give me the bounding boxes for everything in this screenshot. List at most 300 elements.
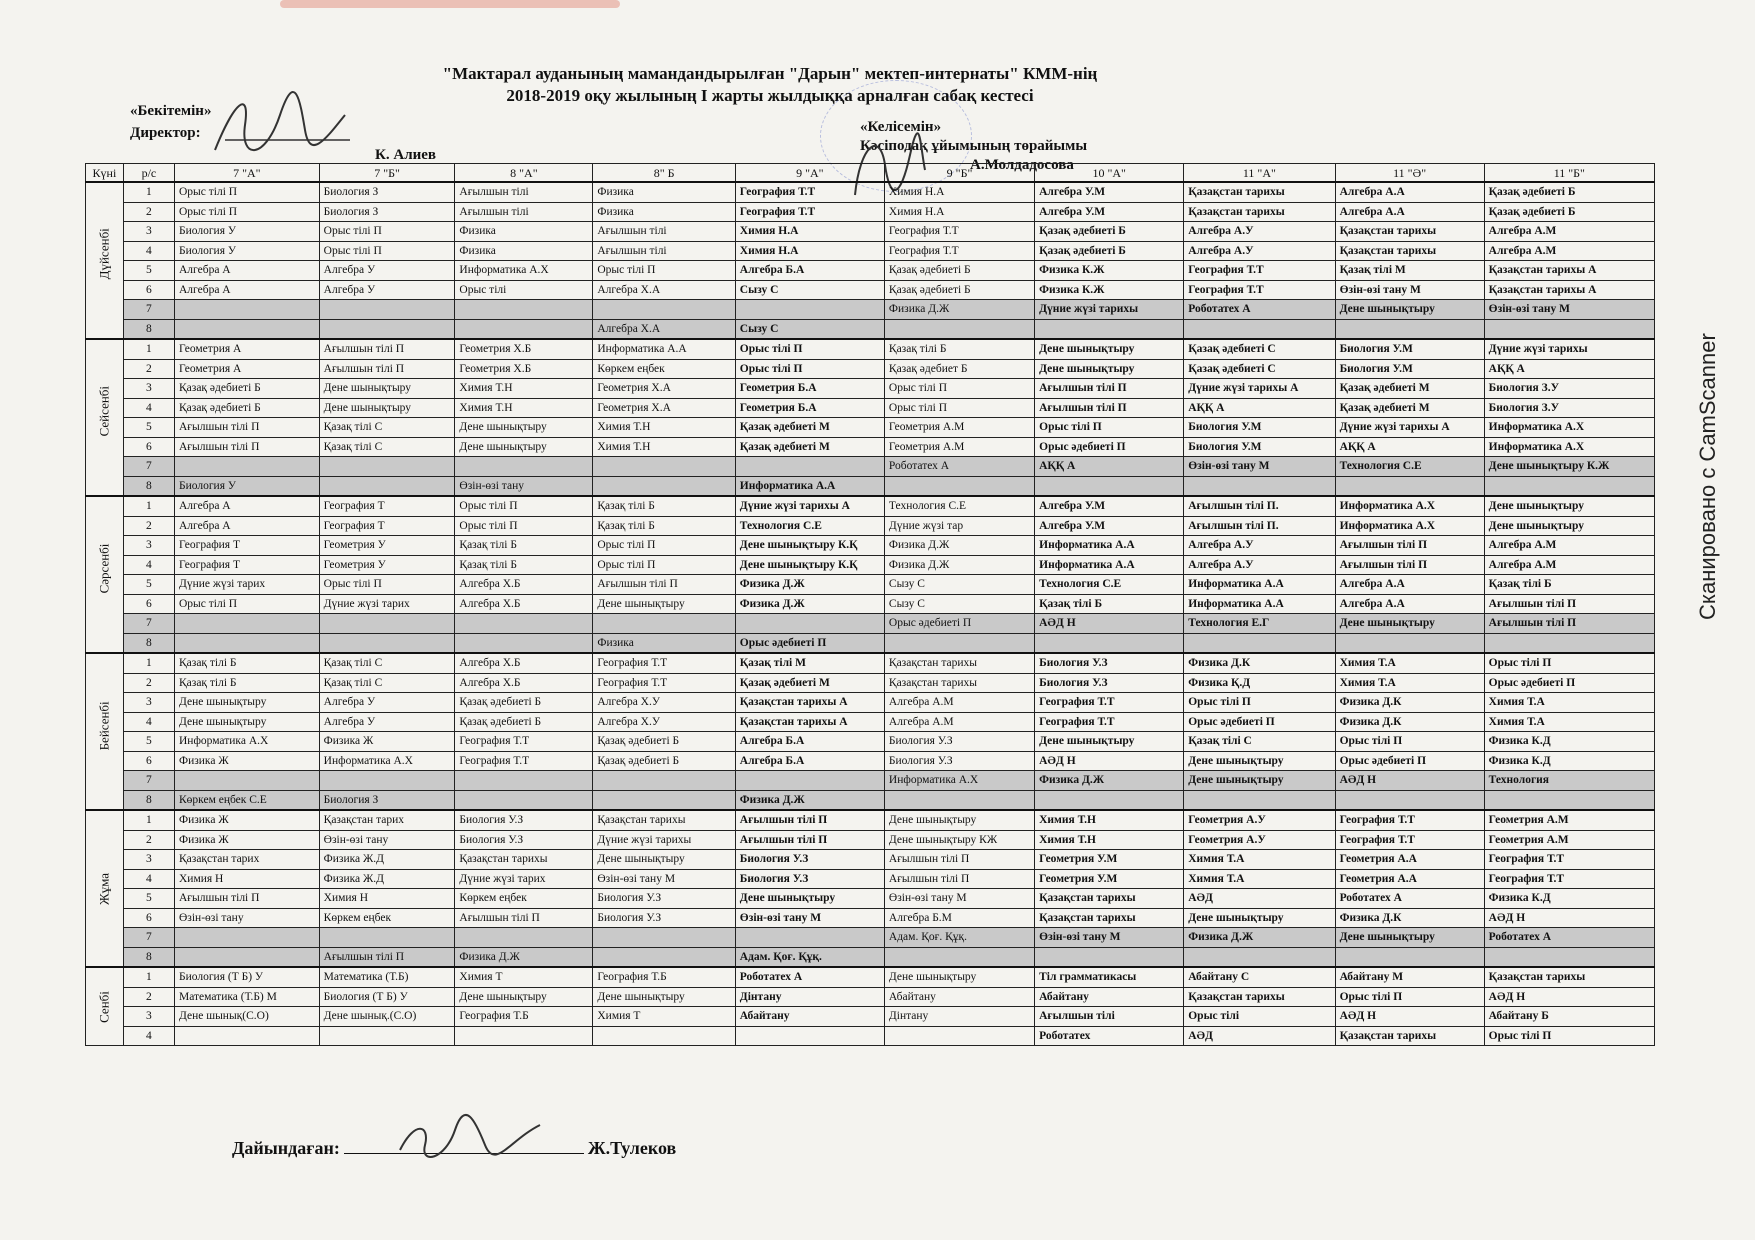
lesson-cell: Дене шынықтыру	[884, 810, 1034, 830]
lesson-cell: Биология У.М	[1184, 437, 1335, 457]
lesson-cell: Қазақ әдебиеті Б	[455, 693, 593, 713]
lesson-cell: Геометрия А.А	[1335, 869, 1484, 889]
lesson-cell: Қазақ әдебиеті Б	[1035, 222, 1184, 242]
lesson-cell: Химия Т.А	[1484, 693, 1654, 713]
day-cell	[86, 653, 124, 810]
header-class: 11 "А"	[1184, 164, 1335, 183]
lesson-cell	[175, 1026, 320, 1046]
lesson-cell: Геометрия У	[319, 536, 455, 556]
lesson-cell: Биология У	[175, 241, 320, 261]
lesson-cell: Дене шынықтыру	[1335, 614, 1484, 634]
lesson-cell: Алгебра А.М	[1484, 241, 1654, 261]
header-day: Күні	[86, 164, 124, 183]
lesson-cell: Қазақстан тарихы	[1484, 967, 1654, 987]
table-row	[86, 261, 1655, 281]
lesson-cell: Биология З.У	[1484, 379, 1654, 399]
lesson-cell: Химия Т.А	[1335, 653, 1484, 673]
lesson-cell: Ағылшын тілі П.	[1184, 516, 1335, 536]
lesson-number: 6	[123, 751, 174, 771]
table-row	[86, 967, 1655, 987]
header-num: р/с	[123, 164, 174, 183]
lesson-cell: Химия Н.А	[735, 222, 884, 242]
lesson-cell: Алгебра У	[319, 693, 455, 713]
lesson-number: 7	[123, 300, 174, 320]
lesson-cell: Алгебра А.У	[1184, 222, 1335, 242]
lesson-cell: Физика Д.К	[1335, 693, 1484, 713]
lesson-cell	[1035, 319, 1184, 339]
lesson-cell: Алгебра А.М	[1484, 536, 1654, 556]
lesson-cell: Орыс тілі П	[175, 594, 320, 614]
lesson-number: 4	[123, 712, 174, 732]
lesson-cell: Физика Ж.Д	[319, 850, 455, 870]
lesson-cell	[319, 633, 455, 653]
lesson-cell: Ағылшын тілі П	[1035, 379, 1184, 399]
table-row	[86, 869, 1655, 889]
lesson-cell	[593, 771, 735, 791]
lesson-cell: Геометрия Х.А	[593, 398, 735, 418]
lesson-cell: Информатика А.Х	[1484, 418, 1654, 438]
lesson-cell: Алгебра У.М	[1035, 516, 1184, 536]
lesson-cell	[1035, 947, 1184, 967]
lesson-cell: Физика Д.Ж	[884, 555, 1034, 575]
lesson-cell: Орыс тілі П	[593, 536, 735, 556]
lesson-cell	[455, 1026, 593, 1046]
lesson-cell	[175, 928, 320, 948]
lesson-cell: Қазақ әдебиеті Б	[455, 712, 593, 732]
lesson-cell: Физика	[455, 222, 593, 242]
lesson-cell: Алгебра А.М	[1484, 222, 1654, 242]
lesson-cell: Қазақстан тарихы А	[735, 693, 884, 713]
lesson-cell: Ағылшын тілі П	[319, 359, 455, 379]
lesson-cell: Қазақ тілі С	[319, 653, 455, 673]
lesson-cell: Орыс тілі П	[1484, 1026, 1654, 1046]
lesson-number: 7	[123, 928, 174, 948]
lesson-cell: Өзін-өзі тану М	[1035, 928, 1184, 948]
table-row	[86, 928, 1655, 948]
lesson-cell	[884, 633, 1034, 653]
lesson-cell: Өзін-өзі тану М	[884, 889, 1034, 909]
table-row	[86, 908, 1655, 928]
lesson-cell: Алгебра А.М	[1484, 555, 1654, 575]
lesson-cell: Орыс тілі П	[884, 398, 1034, 418]
lesson-cell: Қазақстан тарихы А	[735, 712, 884, 732]
lesson-cell: Дене шынықтыру К.Ж	[1484, 457, 1654, 477]
lesson-cell: Химия Т.А	[1184, 850, 1335, 870]
lesson-number: 4	[123, 398, 174, 418]
lesson-cell: Роботатех А	[884, 457, 1034, 477]
lesson-cell: Химия Т	[455, 967, 593, 987]
lesson-number: 1	[123, 339, 174, 359]
lesson-cell: Дене шынықтыру	[1035, 732, 1184, 752]
lesson-cell	[593, 476, 735, 496]
lesson-number: 3	[123, 536, 174, 556]
header-class: 9 "А"	[735, 164, 884, 183]
lesson-cell: Химия Т	[593, 1007, 735, 1027]
table-row	[86, 182, 1655, 202]
lesson-cell: Дене шынықтыру	[319, 398, 455, 418]
table-row	[86, 418, 1655, 438]
lesson-cell: Орыс тілі П	[175, 182, 320, 202]
lesson-cell: Роботатех А	[1184, 300, 1335, 320]
table-row	[86, 241, 1655, 261]
lesson-cell: Алгебра Б.А	[735, 732, 884, 752]
table-row	[86, 594, 1655, 614]
lesson-cell: Қазақ тілі С	[319, 673, 455, 693]
lesson-cell: Геометрия Х.А	[593, 379, 735, 399]
preparer-signature	[390, 1110, 550, 1170]
lesson-cell: Алгебра У	[319, 280, 455, 300]
lesson-cell	[319, 1026, 455, 1046]
lesson-cell: Алгебра Х.У	[593, 712, 735, 732]
lesson-cell: Физика Д.Ж	[735, 594, 884, 614]
lesson-number: 2	[123, 359, 174, 379]
lesson-cell	[735, 771, 884, 791]
lesson-number: 1	[123, 810, 174, 830]
lesson-cell: Информатика А.А	[1035, 555, 1184, 575]
lesson-cell: Физика Д.К	[1335, 908, 1484, 928]
lesson-cell: Геометрия У	[319, 555, 455, 575]
lesson-cell: Биология У.З	[593, 908, 735, 928]
lesson-cell: Дене шынықтыру	[1484, 496, 1654, 516]
lesson-cell: Тіл грамматикасы	[1035, 967, 1184, 987]
table-row	[86, 889, 1655, 909]
lesson-cell: Ағылшын тілі П	[884, 869, 1034, 889]
lesson-cell: Қазақ тілі Б	[1484, 575, 1654, 595]
lesson-cell: Биология У	[175, 222, 320, 242]
camscanner-text: Сканировано с CamScanner	[1695, 333, 1720, 620]
lesson-cell: Информатика А.Х	[1335, 516, 1484, 536]
table-row	[86, 790, 1655, 810]
day-cell	[86, 182, 124, 339]
lesson-cell: АӘД Н	[1484, 908, 1654, 928]
lesson-cell: Көркем еңбек	[593, 359, 735, 379]
lesson-number: 8	[123, 947, 174, 967]
lesson-number: 1	[123, 967, 174, 987]
lesson-cell: АӘД	[1184, 1026, 1335, 1046]
lesson-cell	[455, 457, 593, 477]
lesson-cell: Биология У.М	[1335, 359, 1484, 379]
lesson-cell: География Т.Т	[455, 732, 593, 752]
lesson-cell: Өзін-өзі тану М	[1484, 300, 1654, 320]
lesson-number: 4	[123, 555, 174, 575]
lesson-cell: Дене шынықтыру	[593, 987, 735, 1007]
lesson-cell: Технология С.Е	[1335, 457, 1484, 477]
lesson-cell: Қазақ әдебиеті С	[1184, 339, 1335, 359]
lesson-cell: Ағылшын тілі П	[1035, 398, 1184, 418]
lesson-cell: Қазақстан тарихы А	[1484, 280, 1654, 300]
lesson-number: 3	[123, 222, 174, 242]
lesson-cell: География Т.Т	[1335, 810, 1484, 830]
lesson-cell	[455, 319, 593, 339]
lesson-cell: Орыс тілі	[455, 280, 593, 300]
table-row	[86, 850, 1655, 870]
lesson-cell: Қазақстан тарихы	[1335, 1026, 1484, 1046]
table-row	[86, 437, 1655, 457]
lesson-cell: Технология С.Е	[1035, 575, 1184, 595]
lesson-cell: Сызу С	[735, 280, 884, 300]
lesson-cell: Дене шынықтыру	[884, 967, 1034, 987]
lesson-number: 5	[123, 732, 174, 752]
lesson-cell: Геометрия Х.Б	[455, 339, 593, 359]
lesson-cell: Физика Д.Ж	[884, 300, 1034, 320]
table-row	[86, 810, 1655, 830]
lesson-cell: Геометрия А.М	[884, 418, 1034, 438]
lesson-cell: Алгебра Б.А	[735, 751, 884, 771]
lesson-cell: Дінтану	[884, 1007, 1034, 1027]
lesson-number: 7	[123, 457, 174, 477]
table-row	[86, 496, 1655, 516]
lesson-cell: Химия Т.А	[1484, 712, 1654, 732]
table-row	[86, 732, 1655, 752]
lesson-cell: Биология З.У	[1484, 398, 1654, 418]
lesson-cell: Өзін-өзі тану М	[735, 908, 884, 928]
lesson-cell: Қазақ әдебиеті М	[735, 437, 884, 457]
lesson-cell: Физика Д.Ж	[735, 575, 884, 595]
lesson-cell	[1335, 476, 1484, 496]
lesson-cell: Алгебра Х.Б	[455, 575, 593, 595]
lesson-cell: Алгебра У.М	[1035, 496, 1184, 516]
lesson-number: 5	[123, 261, 174, 281]
lesson-cell	[455, 928, 593, 948]
table-row	[86, 1007, 1655, 1027]
lesson-cell: Алгебра А.М	[884, 693, 1034, 713]
lesson-cell: АӘД Н	[1335, 1007, 1484, 1027]
lesson-cell: Абайтану	[884, 987, 1034, 1007]
lesson-cell	[593, 947, 735, 967]
lesson-number: 1	[123, 182, 174, 202]
lesson-cell: Ағылшын тілі	[455, 202, 593, 222]
lesson-cell: Ағылшын тілі П	[455, 908, 593, 928]
lesson-cell: Орыс тілі П	[319, 575, 455, 595]
lesson-cell: Алгебра А.А	[1335, 182, 1484, 202]
table-row	[86, 339, 1655, 359]
day-label: Сейсенбі	[96, 385, 112, 436]
lesson-number: 4	[123, 241, 174, 261]
lesson-cell: Ағылшын тілі П	[1335, 555, 1484, 575]
lesson-cell: АӘД Н	[1035, 751, 1184, 771]
lesson-number: 1	[123, 496, 174, 516]
lesson-cell: Алгебра А.У	[1184, 241, 1335, 261]
lesson-cell: АӘД Н	[1484, 987, 1654, 1007]
lesson-cell: География Т	[319, 496, 455, 516]
lesson-cell	[175, 319, 320, 339]
lesson-cell: География Т	[175, 555, 320, 575]
lesson-cell: Химия Н.А	[735, 241, 884, 261]
lesson-cell: Өзін-өзі тану	[319, 830, 455, 850]
day-cell	[86, 496, 124, 653]
lesson-number: 6	[123, 437, 174, 457]
lesson-cell: АӘД	[1184, 889, 1335, 909]
lesson-cell: Орыс тілі П	[1335, 987, 1484, 1007]
lesson-cell: Өзін-өзі тану М	[593, 869, 735, 889]
lesson-cell: Қазақстан тарихы	[1184, 182, 1335, 202]
lesson-cell: Химия Н	[175, 869, 320, 889]
lesson-cell: Қазақ әдебиеті Б	[884, 280, 1034, 300]
header-class: 11 "Ә"	[1335, 164, 1484, 183]
header-class: 8 "А"	[455, 164, 593, 183]
approve-label: «Бекітемін»	[130, 103, 212, 119]
lesson-cell: Информатика А.Х	[455, 261, 593, 281]
lesson-cell: Дінтану	[735, 987, 884, 1007]
lesson-cell: Дене шынық(С.О)	[175, 1007, 320, 1027]
lesson-cell	[735, 1026, 884, 1046]
lesson-cell: Қазақ әдебиеті Б	[593, 751, 735, 771]
lesson-cell: Геометрия А.А	[1335, 850, 1484, 870]
lesson-cell: Физика	[593, 633, 735, 653]
lesson-cell: Биология У.З	[884, 751, 1034, 771]
lesson-cell	[735, 300, 884, 320]
lesson-number: 3	[123, 850, 174, 870]
lesson-cell: Информатика А.А	[1184, 594, 1335, 614]
lesson-cell: Дене шынықтыру	[175, 693, 320, 713]
lesson-cell: Алгебра А	[175, 516, 320, 536]
header-class: 11 "Б"	[1484, 164, 1654, 183]
lesson-cell: АӘД Н	[1335, 771, 1484, 791]
lesson-cell: Биология У.З	[455, 810, 593, 830]
lesson-cell: Химия Т.А	[1184, 869, 1335, 889]
table-row	[86, 398, 1655, 418]
lesson-number: 2	[123, 987, 174, 1007]
lesson-cell	[175, 633, 320, 653]
lesson-cell: Химия Т.Н	[1035, 830, 1184, 850]
lesson-number: 6	[123, 908, 174, 928]
lesson-cell: Геометрия Б.А	[735, 379, 884, 399]
lesson-cell: Дене шынықтыру	[1035, 359, 1184, 379]
lesson-cell: Биология У.М	[1335, 339, 1484, 359]
lesson-cell: Дене шынықтыру	[455, 437, 593, 457]
schedule-table	[85, 163, 1655, 1046]
lesson-number: 6	[123, 280, 174, 300]
header-class: 9 "Б"	[884, 164, 1034, 183]
lesson-cell: Алгебра А.М	[884, 712, 1034, 732]
lesson-cell: Информатика А.А	[735, 476, 884, 496]
table-row	[86, 830, 1655, 850]
lesson-cell: География Т.Т	[593, 653, 735, 673]
lesson-cell: Дүние жүзі тарихы	[1484, 339, 1654, 359]
lesson-cell: Биология У.З	[735, 850, 884, 870]
lesson-cell: Орыс тілі П	[319, 222, 455, 242]
day-cell	[86, 339, 124, 496]
lesson-number: 5	[123, 889, 174, 909]
lesson-cell: Қазақ тілі С	[1184, 732, 1335, 752]
lesson-cell: Технология С.Е	[735, 516, 884, 536]
lesson-cell: Дене шынықтыру	[455, 418, 593, 438]
lesson-cell: Биология У.З	[1035, 673, 1184, 693]
lesson-cell: Физика К.Д	[1484, 889, 1654, 909]
lesson-number: 8	[123, 319, 174, 339]
lesson-cell: Көркем еңбек С.Е	[175, 790, 320, 810]
lesson-number: 8	[123, 633, 174, 653]
lesson-cell: Қазақ әдебиеті М	[735, 673, 884, 693]
lesson-cell: Орыс әдебиеті П	[884, 614, 1034, 634]
lesson-cell: Ағылшын тілі	[593, 222, 735, 242]
lesson-cell	[175, 457, 320, 477]
table-row	[86, 771, 1655, 791]
lesson-cell: Физика Ж	[319, 732, 455, 752]
lesson-cell: Алгебра Х.А	[593, 319, 735, 339]
lesson-cell: География Т.Т	[455, 751, 593, 771]
table-row	[86, 947, 1655, 967]
lesson-number: 3	[123, 379, 174, 399]
union-name: А.Молдадосова	[970, 157, 1074, 173]
lesson-cell: Дүние жүзі тар	[884, 516, 1034, 536]
lesson-cell: Дене шынықтыру	[593, 594, 735, 614]
lesson-cell: География Т.Т	[884, 241, 1034, 261]
lesson-cell: Қазақ әдебиеті С	[1184, 359, 1335, 379]
lesson-cell: Физика Д.Ж	[1035, 771, 1184, 791]
table-row	[86, 633, 1655, 653]
lesson-cell: Физика Ж.Д	[319, 869, 455, 889]
lesson-cell: Дене шынық.(С.О)	[319, 1007, 455, 1027]
agree-label: «Келісемін»	[860, 119, 942, 135]
lesson-cell: Дене шынықтыру	[1335, 300, 1484, 320]
lesson-cell: Ағылшын тілі П	[735, 830, 884, 850]
lesson-cell: География Т.Т	[1035, 712, 1184, 732]
lesson-cell: Алгебра А.А	[1335, 594, 1484, 614]
lesson-cell: Қазақ әдебиеті М	[735, 418, 884, 438]
lesson-cell: Биология У	[175, 476, 320, 496]
lesson-cell: Биология У.З	[455, 830, 593, 850]
lesson-cell	[319, 476, 455, 496]
lesson-cell: Роботатех А	[735, 967, 884, 987]
lesson-cell: Технология Е.Г	[1184, 614, 1335, 634]
lesson-cell: Орыс тілі П	[884, 379, 1034, 399]
lesson-cell: Ағылшын тілі П.	[1184, 496, 1335, 516]
lesson-cell: Ағылшын тілі П	[884, 850, 1034, 870]
lesson-number: 6	[123, 594, 174, 614]
lesson-cell: Қазақ әдебиеті М	[1335, 379, 1484, 399]
lesson-cell: Қазақ тілі Б	[1035, 594, 1184, 614]
lesson-cell: Биология (Т Б) У	[319, 987, 455, 1007]
lesson-cell: Информатика А.Х	[1484, 437, 1654, 457]
lesson-cell: Химия Т.Н	[593, 418, 735, 438]
lesson-cell	[1184, 319, 1335, 339]
lesson-cell: Алгебра Х.Б	[455, 653, 593, 673]
lesson-cell: Қазақ тілі Б	[175, 673, 320, 693]
lesson-cell: Дене шынықтыру	[455, 987, 593, 1007]
lesson-cell: Қазақ әдебиет Б	[884, 359, 1034, 379]
lesson-cell: Ағылшын тілі П	[735, 810, 884, 830]
lesson-cell: Химия Т.Н	[455, 379, 593, 399]
lesson-cell: Дүние жүзі тарихы	[1035, 300, 1184, 320]
day-cell	[86, 810, 124, 967]
lesson-cell: Дене шынықтыру	[1184, 751, 1335, 771]
lesson-cell: Ағылшын тілі П	[1484, 594, 1654, 614]
lesson-cell: Қазақстан тарихы	[1335, 241, 1484, 261]
table-row	[86, 319, 1655, 339]
table-row	[86, 1026, 1655, 1046]
lesson-cell: Алгебра Б.А	[735, 261, 884, 281]
lesson-cell: Сызу С	[735, 319, 884, 339]
lesson-cell: Орыс тілі П	[175, 202, 320, 222]
table-row	[86, 516, 1655, 536]
lesson-cell: Физика Ж	[175, 830, 320, 850]
lesson-cell: Қазақ тілі Б	[593, 516, 735, 536]
lesson-cell: Химия Т.Н	[455, 398, 593, 418]
lesson-cell: Дене шынықтыру	[1184, 771, 1335, 791]
lesson-cell: Геометрия А	[175, 339, 320, 359]
lesson-cell	[319, 614, 455, 634]
lesson-cell	[1184, 633, 1335, 653]
lesson-cell: Ағылшын тілі П	[319, 339, 455, 359]
lesson-cell	[455, 771, 593, 791]
lesson-cell: Физика	[455, 241, 593, 261]
lesson-cell: Орыс тілі П	[593, 555, 735, 575]
lesson-cell: Дүние жүзі тарих	[455, 869, 593, 889]
lesson-cell: Қазақ тілі М	[735, 653, 884, 673]
director-label: Директор:	[130, 125, 201, 141]
lesson-cell: Ағылшын тілі П	[593, 575, 735, 595]
